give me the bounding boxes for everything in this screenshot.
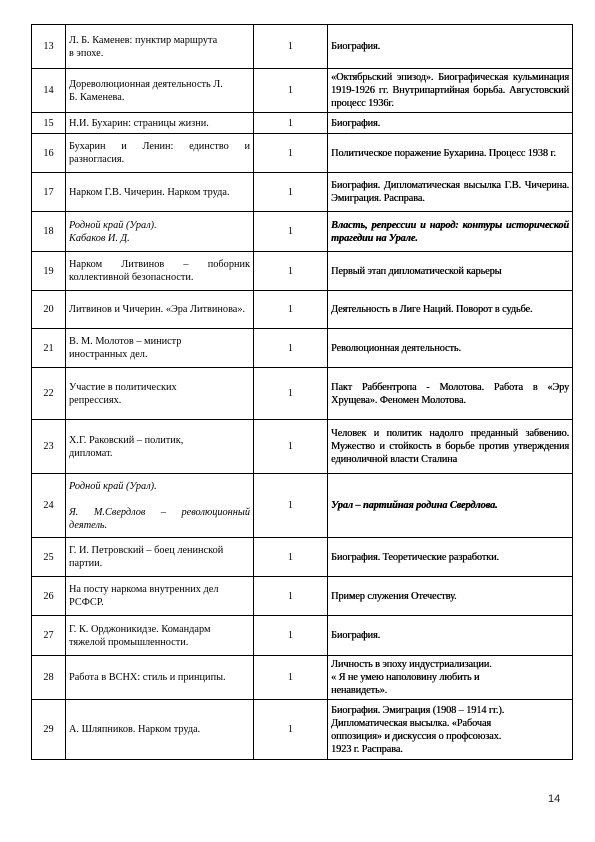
table-row [32,329,573,368]
lesson-content [328,700,573,760]
content-line: Человек и политик надолго преданный забвению. Мужество и стойкость в борьбе против утверждения единоличной власти Сталина [331,428,569,465]
lesson-content [328,474,573,538]
row-number: 25 [32,538,66,577]
content-line: «Октябрьский эпизод». Биографическая кульминация 1919-1926 гг. Внутрипартийная борьба. Августовский процесс 1936г. [331,72,569,109]
content-line: Биография. [331,117,381,129]
content-line: Первый этап дипломатической карьеры [331,265,502,277]
row-number: 16 [32,134,66,173]
row-number: 18 [32,212,66,252]
table-row [32,538,573,577]
hours-count: 1 [254,474,328,538]
row-number: 22 [32,368,66,420]
content-line: Революционная деятельность. [331,342,461,354]
lesson-content [328,420,573,474]
topic-line: Я. М.Свердлов – революционный деятель. [69,506,250,531]
lesson-topic [66,329,254,368]
lesson-content [328,252,573,291]
lesson-content [328,134,573,173]
topic-line: А. Шляпников. Нарком труда. [69,724,201,735]
content-line: Биография. [331,630,381,641]
topic-line: Х.Г. Раковский – политик, [69,434,184,446]
hours-count: 1 [254,212,328,252]
lesson-plan-table [31,24,573,760]
topic-line: дипломат. [69,447,113,459]
topic-line: Кабаков И. Д. [69,232,130,244]
lesson-content [328,291,573,329]
hours-count: 1 [254,656,328,700]
topic-line: Родной край (Урал). [69,480,157,492]
hours-count: 1 [254,134,328,173]
content-line: Деятельность в Лиге Наций. Поворот в судьбе. [331,304,533,315]
topic-line: тяжелой промышленности. [69,636,189,648]
topic-line: Нарком Литвинов – поборник коллективной безопасности. [69,259,250,283]
hours-count: 1 [254,700,328,760]
lesson-topic [66,25,254,69]
topic-line: Работа в ВСНХ: стиль и принципы. [69,672,226,683]
lesson-topic [66,113,254,134]
topic-line: в эпохе. [69,47,104,59]
hours-count: 1 [254,113,328,134]
hours-count: 1 [254,173,328,212]
lesson-topic [66,420,254,474]
row-number: 21 [32,329,66,368]
row-number: 29 [32,700,66,760]
table-row [32,212,573,252]
hours-count: 1 [254,69,328,113]
lesson-content [328,329,573,368]
topic-line: Бухарин и Ленин: единство и разногласия. [69,141,250,165]
lesson-content [328,538,573,577]
topic-line: Н.И. Бухарин: страницы жизни. [69,117,209,129]
topic-line: Дореволюционная деятельность Л. [69,78,223,90]
lesson-content [328,113,573,134]
lesson-content [328,173,573,212]
content-line: оппозиция» и дискуссия о профсоюзах. [331,730,502,742]
hours-count: 1 [254,252,328,291]
row-number: 17 [32,173,66,212]
topic-line: иностранных дел. [69,349,148,360]
lesson-topic [66,69,254,113]
table-row [32,252,573,291]
hours-count: 1 [254,368,328,420]
lesson-topic [66,474,254,538]
content-line: 1923 г. Расправа. [331,743,403,755]
lesson-content [328,212,573,252]
content-line: Пакт Раббентропа - Молотова. Работа в «Эру Хрущева». Феномен Молотова. [331,381,569,406]
content-line: Биография. Теоретические разработки. [331,551,499,563]
table-row [32,173,573,212]
topic-line: Нарком Г.В. Чичерин. Нарком труда. [69,186,230,198]
content-line: Биография. [331,41,381,52]
lesson-topic [66,700,254,760]
lesson-topic [66,656,254,700]
row-number: 26 [32,577,66,616]
table-row [32,577,573,616]
lesson-topic [66,173,254,212]
content-line: Дипломатическая высылка. «Рабочая [331,717,491,729]
table-body [32,25,573,760]
row-number: 27 [32,616,66,656]
row-number: 23 [32,420,66,474]
topic-line [69,493,250,506]
row-number: 14 [32,69,66,113]
table-row [32,368,573,420]
topic-line: Г. К. Орджоникидзе. Командарм [69,623,211,635]
hours-count: 1 [254,577,328,616]
content-line: Пример служения Отечеству. [331,590,457,602]
lesson-content [328,656,573,700]
lesson-topic [66,368,254,420]
content-line: Биография. Дипломатическая высылка Г.В. Чичерина. Эмиграция. Расправа. [331,180,569,204]
topic-line: Родной край (Урал). [69,219,157,231]
topic-line: репрессиях. [69,394,122,406]
table-row [32,700,573,760]
hours-count: 1 [254,616,328,656]
table-row [32,474,573,538]
table-row [32,656,573,700]
lesson-topic [66,212,254,252]
topic-line: Г. И. Петровский – боец ленинской [69,545,224,556]
lesson-content [328,616,573,656]
hours-count: 1 [254,538,328,577]
content-line: « Я не умею наполовину любить и [331,672,480,683]
hours-count: 1 [254,329,328,368]
lesson-topic [66,252,254,291]
lesson-content [328,69,573,113]
lesson-topic [66,538,254,577]
lesson-topic [66,291,254,329]
topic-line: Л. Б. Каменев: пунктир маршрута [69,34,218,46]
content-line: ненавидеть». [331,685,388,696]
table-row [32,69,573,113]
table-row [32,420,573,474]
row-number: 28 [32,656,66,700]
content-line: Урал – партийная родина Свердлова. [331,500,498,511]
hours-count: 1 [254,25,328,69]
topic-line: РСФСР. [69,597,104,608]
topic-line: Б. Каменева. [69,91,125,103]
row-number: 19 [32,252,66,291]
lesson-content [328,25,573,69]
table-row [32,616,573,656]
table-row [32,291,573,329]
table-row [32,113,573,134]
lesson-topic [66,134,254,173]
lesson-content [328,577,573,616]
row-number: 13 [32,25,66,69]
table-row [32,134,573,173]
hours-count: 1 [254,291,328,329]
page-number: 14 [548,793,561,805]
row-number: 15 [32,113,66,134]
table-row [32,25,573,69]
row-number: 20 [32,291,66,329]
lesson-content [328,368,573,420]
topic-line: Участие в политических [69,381,177,393]
content-line: Биография. Эмиграция (1908 – 1914 гг.). [331,704,505,716]
content-line: Политическое поражение Бухарина. Процесс 1938 г. [331,147,556,159]
topic-line: В. М. Молотов – министр [69,336,182,347]
content-line: Власть, репрессии и народ: контуры исторической трагедии на Урале. [331,219,569,244]
topic-line: На посту наркома внутренних дел [69,584,219,595]
lesson-topic [66,616,254,656]
content-line: Личность в эпоху индустриализации. [331,659,492,670]
lesson-topic [66,577,254,616]
row-number: 24 [32,474,66,538]
hours-count: 1 [254,420,328,474]
topic-line: Литвинов и Чичерин. «Эра Литвинова». [69,304,246,315]
topic-line: партии. [69,558,103,569]
